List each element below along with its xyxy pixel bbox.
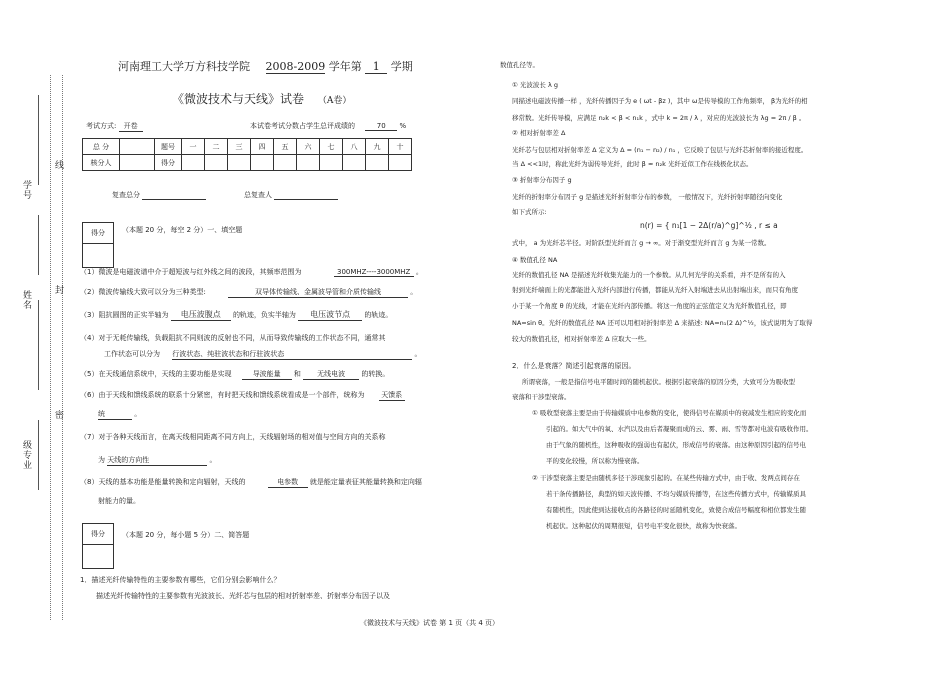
q2: （2）微波传输线大致可以分为三种类型: 双导体传输线、金属波导管和介质传输线 。 — [80, 288, 418, 296]
q8: （8）天线的基本功能是能量转换和定向辐射，天线的 电参数 就是能定量表征其能量转换和定向辐 — [80, 478, 422, 486]
reviewer: 总复查人 — [244, 190, 338, 200]
right-heading-g: ③ 折射率分布因子 g — [512, 176, 572, 184]
exam-method: 考试方式: 开卷 — [86, 121, 143, 132]
right-line: 移常数。光纤传导模，应满足 n₂k < β < n₁k ，式中 k = 2π / λ ，对应的光波波长为 λg = 2π / β 。 — [512, 114, 806, 122]
page-footer: 《微波技术与天线》试卷 第 1 页（共 4 页） — [360, 619, 500, 627]
right-line: 所谓衰落，一般是指信号电平随时间的随机起伏。根据引起衰落的原因分类，大致可分为吸收型 — [522, 378, 795, 386]
right-line: 小于某一个角度 θ 的光线，才能在光纤内部传播。将这一角度的正弦值定义为光纤数值孔径，即 — [512, 302, 787, 310]
exam-header — [118, 58, 413, 74]
answer-6a: 天馈系 — [379, 390, 405, 401]
score-cell[interactable] — [343, 155, 366, 171]
answer-6b: 统 — [98, 409, 132, 420]
checker-label: 核分人 — [83, 155, 120, 171]
answer-4: 行波状态、纯驻波状态和行驻波状态 — [172, 349, 412, 360]
academic-year: 2008-2009 — [265, 60, 326, 73]
q8-cont: 射能力的量。 — [98, 497, 140, 505]
q7-cont: 为 天线的方向性 。 — [98, 456, 217, 464]
col-4: 四 — [251, 139, 274, 155]
score-cell[interactable] — [182, 155, 205, 171]
score-ratio-value: 70 — [365, 122, 397, 131]
right-line: 光纤的数值孔径 NA 是描述光纤收集光能力的一个参数。从几何光学的关系看，并不是所有的入 — [512, 271, 786, 279]
question-2-1: 1．描述光纤传输特性的主要参数有哪些，它们分别会影响什么？ — [80, 576, 281, 584]
q3: （3）阻抗圆图的正实半轴为 电压波腹点 的轨迹，负实半轴为 电压波节点 的轨迹。 — [80, 310, 393, 319]
q1: （1）微波是电磁波谱中介于超短波与红外线之间的波段，其频率范围为 300MHZ----3000MHZ 。 — [80, 268, 423, 276]
right-line: NA=sin θ。光纤的数值孔径 NA 还可以用相对折射率差 Δ 来描述: NA=n₁(2 Δ)^½，该式说明为了取得 — [512, 319, 813, 327]
label-secret: 密 — [53, 410, 63, 420]
dotted-cut-line — [50, 75, 57, 620]
score-cell[interactable] — [228, 155, 251, 171]
score-cell[interactable] — [389, 155, 412, 171]
col-1: 一 — [182, 139, 205, 155]
label-line: 线 — [53, 160, 63, 170]
right-line: 光纤芯与包层相对折射率差 Δ 定义为 Δ = (n₁ − n₂) / n₁ ，它反映了包层与光纤芯折射率的接近程度。 — [512, 146, 808, 154]
right-line: 较大的数值孔径，相对折射率差 Δ 应取大一些。 — [512, 335, 651, 343]
answer-5a: 导波能量 — [242, 369, 292, 380]
right-line: 引起的。如大气中的氧、水汽以及由后者凝聚而成的云、雾、雨、雪等都对电波有吸收作用。 — [546, 425, 813, 433]
total-label: 总 分 — [83, 139, 120, 155]
answer-8: 电参数 — [268, 477, 308, 488]
year-suffix: 学年第 — [328, 60, 362, 73]
label-name: 姓名 — [21, 290, 31, 310]
review-total: 复查总分 — [112, 190, 206, 200]
score-table — [82, 138, 412, 171]
right-line: 若干条传播路径，典型的如天波传播、不均匀媒质传播等，在这些传播方式中，传输媒质具 — [546, 490, 806, 498]
section2-heading: （本题 20 分，每小题 5 分）二、简答题 — [122, 531, 250, 539]
score-cell[interactable] — [251, 155, 274, 171]
col-6: 六 — [297, 139, 320, 155]
q6: （6）由于天线和馈线系统的联系十分紧密，有时把天线和馈线系统看成是一个部件，统称为 天馈系 — [80, 390, 405, 401]
exam-method-value: 开卷 — [119, 121, 143, 132]
right-line: 射到光纤端面上的光都能进入光纤内部进行传播，都能从光纤入射端进去从出射端出来，而只有角度 — [512, 286, 798, 294]
score-cell[interactable] — [297, 155, 320, 171]
right-line: 数值孔径等。 — [500, 61, 539, 69]
dotted-cut-line — [62, 75, 69, 620]
col-9: 九 — [366, 139, 389, 155]
right-heading-wavelength: ① 光波波长 λ g — [512, 81, 558, 89]
answer-3a: 电压波腹点 — [171, 309, 231, 321]
score-ratio: 本试卷考试分数占学生总评成绩的 70 % — [250, 122, 407, 130]
col-2: 二 — [205, 139, 228, 155]
col-10: 十 — [389, 139, 412, 155]
exam-title: 《微波技术与天线》试卷 — [172, 92, 305, 106]
score-cell[interactable] — [320, 155, 343, 171]
right-line: 当 Δ <<1时，称此光纤为弱传导光纤，此时 β ≈ n₂k 光纤近似工作在线极化状态。 — [512, 160, 753, 168]
score-label: 得分 — [155, 155, 182, 171]
right-line: ① 吸收型衰落主要是由于传输媒质中电参数的变化，使得信号在媒质中的衰减发生相应的变化而 — [532, 409, 807, 417]
label-seal: 封 — [53, 285, 63, 295]
answer-7: 天线的方向性 — [107, 455, 207, 466]
answer-5b: 无线电波 — [303, 369, 359, 380]
question-2-2: 2．什么是衰落？简述引起衰落的原因。 — [512, 362, 636, 370]
formula-n-r: n(r) = { n₁[1 − 2Δ(r/a)^g]^½ , r ≤ a — [640, 221, 778, 230]
term-suffix: 学期 — [390, 60, 413, 73]
col-3: 三 — [228, 139, 251, 155]
score-cell[interactable] — [274, 155, 297, 171]
label-major: 级专业 — [21, 440, 31, 470]
section1-score-box: 得分 — [82, 222, 114, 268]
section2-score-box: 得分 — [82, 523, 114, 569]
label-student-id: 学号 — [21, 180, 31, 200]
field-line — [38, 300, 39, 390]
answer-2: 双导体传输线、金属波导管和介质传输线 — [228, 287, 408, 298]
field-line — [38, 215, 39, 275]
score-cell[interactable] — [205, 155, 228, 171]
paper-label: （A卷） — [317, 96, 352, 106]
q4: （4）对于无耗传输线，负载阻抗不同则波的反射也不同，从而导致传输线的工作状态不同，通常其 — [80, 334, 386, 342]
q6-cont: 统 。 — [98, 410, 142, 418]
q5: （5）在天线通信系统中，天线的主要功能是实现 导波能量 和 无线电波 的转换。 — [80, 370, 390, 378]
right-line: 有随机性，因此使到达接收点的各路径的时延随机变化，致使合成信号幅度和相位都发生随 — [546, 506, 806, 514]
right-line: 式中， a 为光纤芯半径。对阶跃型光纤而言 g → ∞。对于渐变型光纤而言 g 为某一常数。 — [512, 239, 771, 247]
score-cell[interactable] — [366, 155, 389, 171]
field-line — [38, 420, 39, 490]
right-line: 同描述电磁波传播一样 ，光纤传播因子为 e ( ωt - βz )，其中 ω是传导模的工作角频率， β为光纤的相 — [512, 97, 808, 105]
answer-2-1: 描述光纤传输特性的主要参数有光波波长、光纤芯与包层的相对折射率差、折射率分布因子以及 — [96, 592, 390, 600]
right-line: 光纤的折射率分布因子 g 是描述光纤折射率分布的参数， 一般情况下，光纤折射率随径向变化 — [512, 193, 783, 201]
exam-title-row — [172, 90, 351, 107]
term-number: 1 — [365, 60, 387, 74]
right-heading-delta: ② 相对折射率差 Δ — [512, 129, 566, 137]
right-line: 由于气象的随机性，这种吸收的强弱也有起伏，形成信号的衰落。由这种原因引起的信号电 — [546, 441, 806, 449]
right-line: ② 干涉型衰落主要是由随机多径干涉现象引起的。在某些传输方式中，由于收、发两点间存在 — [532, 474, 800, 482]
right-heading-na: ④ 数值孔径 NA — [512, 256, 558, 264]
field-line — [38, 95, 39, 185]
q4-cont: 工作状态可以分为 行波状态、纯驻波状态和行驻波状态 。 — [104, 350, 422, 358]
col-5: 五 — [274, 139, 297, 155]
right-line: 如下式所示: — [512, 208, 547, 216]
answer-1: 300MHZ----3000MHZ — [334, 268, 414, 277]
right-line: 机起伏。这种起伏的周期很短，信号电平变化很快，故称为快衰落。 — [546, 522, 741, 530]
col-8: 八 — [343, 139, 366, 155]
section1-heading: （本题 20 分，每空 2 分）一、填空题 — [122, 226, 243, 234]
answer-3b: 电压波节点 — [298, 309, 362, 321]
col-7: 七 — [320, 139, 343, 155]
binding-strip — [0, 0, 70, 673]
qnum-label: 题号 — [155, 139, 182, 155]
right-line: 平的变化较慢，所以称为慢衰落。 — [546, 457, 644, 465]
school-name: 河南理工大学万方科技学院 — [118, 60, 250, 73]
q7: （7）对于各种天线而言，在离天线相同距离不同方向上，天线辐射场的相对值与空间方向的关系称 — [80, 433, 386, 441]
right-line: 衰落和干涉型衰落。 — [512, 393, 571, 401]
